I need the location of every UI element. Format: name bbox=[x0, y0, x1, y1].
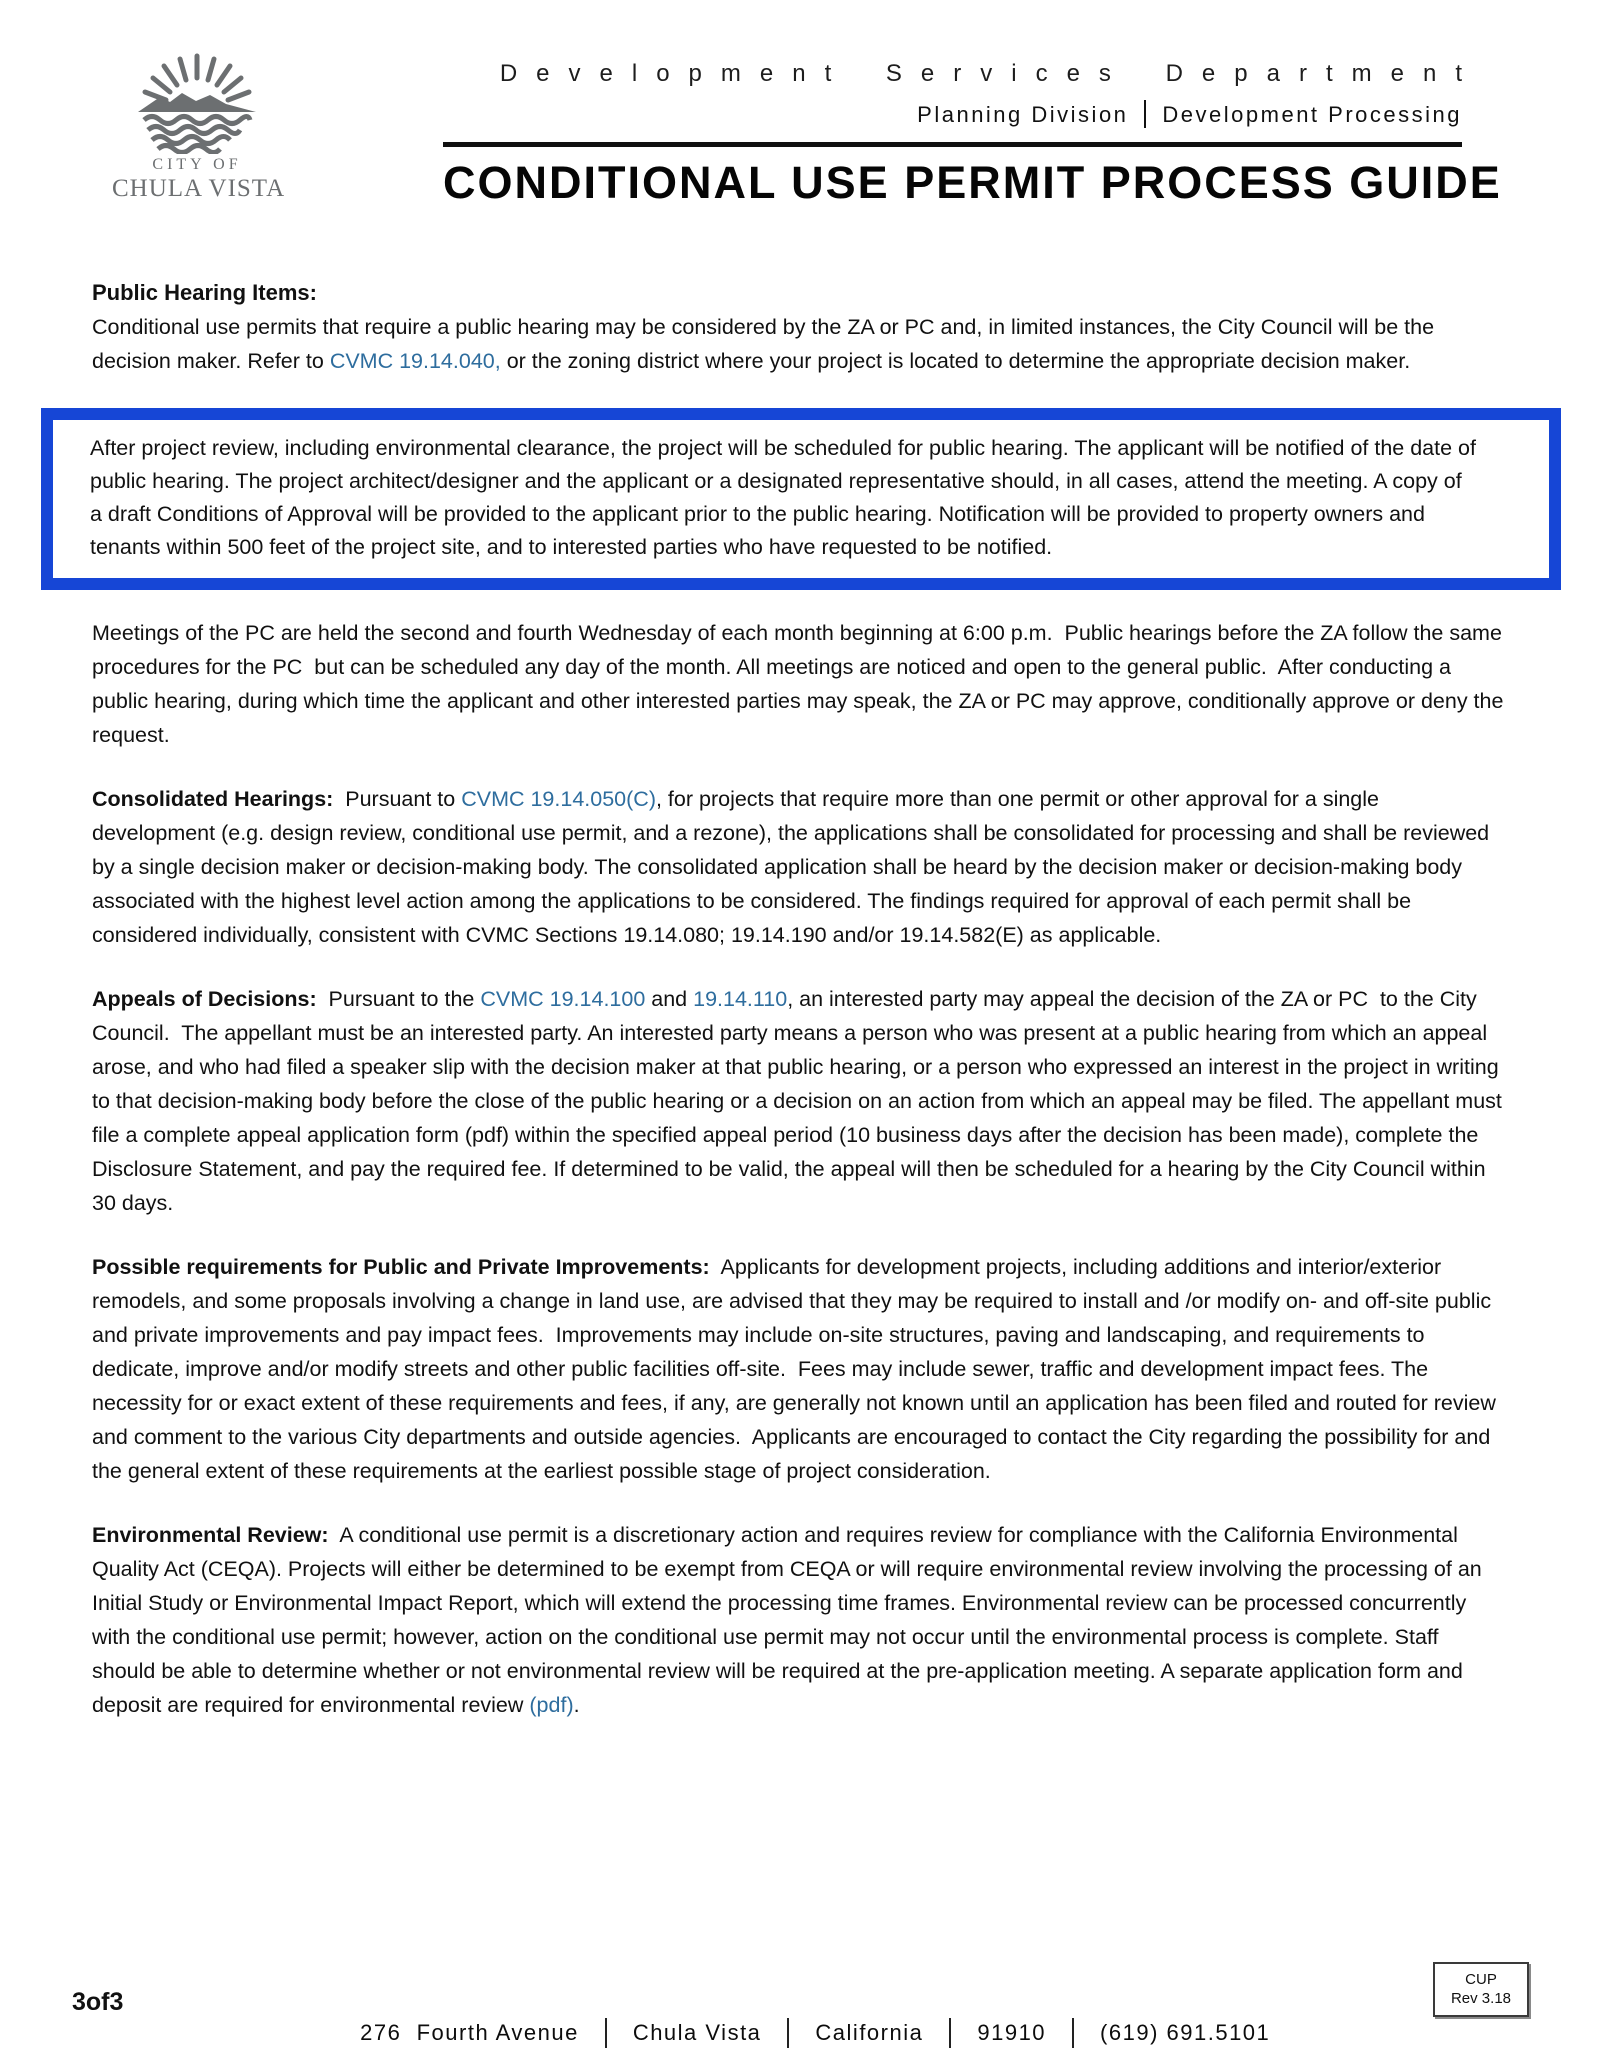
chula-vista-logo bbox=[112, 50, 286, 203]
paragraph-text: Pursuant to bbox=[333, 787, 462, 811]
stamp-revision: Rev 3.18 bbox=[1450, 1990, 1512, 2007]
paragraph-text: After project review, including environmental clearance, the project will be scheduled for public hearing. The applicant will be notified of the date of public hearing. The project architect/designer and the applicant or a designated representative should, in all cases, attend the meeting. A copy of a draft Conditions of Approval will be provided to the applicant prior to the public hearing. Notification will be provided to property owners and tenants within 500 feet of the project site, and to interested parties who have requested to be notified. bbox=[90, 436, 1482, 559]
footer-divider bbox=[1072, 2018, 1074, 2048]
footer-address bbox=[0, 1992, 1600, 2071]
footer-zip: 91910 bbox=[977, 2020, 1047, 2045]
paragraph-lead-in: Consolidated Hearings: bbox=[92, 787, 334, 811]
paragraph-text: and bbox=[645, 987, 694, 1011]
highlighted-callout bbox=[41, 408, 1561, 590]
section-heading: Public Hearing Items: bbox=[92, 280, 317, 305]
paragraph-text: , an interested party may appeal the decision of the ZA or PC to the City Council. The appellant must be an interested party. An interested party means a person who was present at a public hearing from which an appeal arose, and who had filed a speaker slip with the decision maker at that public hearing, or a person who expressed an interest in the project in writing to that decision-making body before the close of the public hearing or a decision on an action from which an appeal may be filed. The appellant must file a complete appeal application form (pdf) within the specified appeal period (10 business days after the decision has been made), complete the Disclosure Statement, and pay the required fee. If determined to be valid, the appeal will then be scheduled for a hearing by the City Council within 30 days. bbox=[92, 987, 1508, 1215]
masthead bbox=[443, 60, 1502, 209]
cvmc-code-link[interactable]: CVMC 19.14.100 bbox=[480, 987, 646, 1011]
cvmc-code-link[interactable]: CVMC 19.14.050(C) bbox=[461, 787, 656, 811]
page-number: 3of3 bbox=[72, 1988, 124, 2016]
paragraph-lead-in: Environmental Review: bbox=[92, 1523, 329, 1547]
paragraph-text: Meetings of the PC are held the second and fourth Wednesday of each month beginning at 6:00 p.m. Public hearings before the ZA follow the same procedures for the PC but can be scheduled any day of the month. All meetings are noticed and open to the general public. After conducting a public hearing, during which time the applicant and other interested parties may speak, the ZA or PC may approve, conditionally approve or deny the request. bbox=[92, 621, 1510, 747]
paragraph-lead-in: Appeals of Decisions: bbox=[92, 987, 317, 1011]
divider-bar bbox=[1144, 100, 1146, 128]
paragraph-text: Applicants for development projects, including additions and interior/exterior remodels, and some proposals involving a change in land use, are advised that they may be required to install and /or modify on- and off-site public and private improvements and pay impact fees. Improvements may include on-site structures, paving and landscaping, and requirements to dedicate, improve and/or modify streets and other public facilities off-site. Fees may include sewer, traffic and development impact fees. The necessity for or exact extent of these requirements and fees, if any, are generally not known until an application has been filed and routed for review and comment to the various City departments and outside agencies. Applicants are encouraged to contact the City regarding the possibility for and the general extent of these requirements at the earliest possible stage of project consideration. bbox=[92, 1255, 1502, 1483]
paragraph-text: or the zoning district where your project is located to determine the appropriate decision maker. bbox=[500, 349, 1411, 373]
paragraph bbox=[92, 782, 1506, 952]
cvmc-code-link[interactable]: (pdf) bbox=[529, 1693, 574, 1717]
revision-stamp bbox=[1433, 1962, 1529, 2017]
paragraph-text: Pursuant to the bbox=[316, 987, 481, 1011]
division-line bbox=[443, 100, 1462, 128]
department-name: Development Services Department bbox=[499, 60, 1481, 87]
logo-city-of: CITY OF bbox=[152, 156, 242, 173]
division-label: Planning Division bbox=[917, 102, 1129, 127]
sun-over-water-icon bbox=[112, 50, 282, 154]
masthead-rule bbox=[443, 142, 1462, 147]
footer-city: Chula Vista bbox=[632, 2020, 762, 2045]
footer-state: California bbox=[815, 2020, 924, 2045]
paragraph-text: Conditional use permits that require a public hearing may be considered by the ZA or PC and, in limited instances, the City Council will be the decision maker. Refer to bbox=[92, 315, 1441, 373]
footer-divider bbox=[949, 2018, 951, 2048]
processing-label: Development Processing bbox=[1162, 102, 1462, 127]
page-title: CONDITIONAL USE PERMIT PROCESS GUIDE bbox=[443, 157, 1502, 208]
stamp-doc-code: CUP bbox=[1465, 1971, 1497, 1988]
cvmc-code-link[interactable]: CVMC 19.14.040, bbox=[329, 349, 501, 373]
logo-city-name: CHULA VISTA bbox=[112, 175, 286, 202]
paragraph bbox=[92, 1518, 1506, 1722]
cvmc-code-link[interactable]: 19.14.110 bbox=[693, 987, 788, 1011]
paragraph bbox=[92, 1250, 1506, 1488]
paragraph-lead-in: Possible requirements for Public and Private Improvements: bbox=[92, 1255, 710, 1279]
paragraph bbox=[92, 982, 1506, 1220]
paragraph-text: A conditional use permit is a discretionary action and requires review for compliance with the California Environmental Quality Act (CEQA). Projects will either be determined to be exempt from CEQA or will require environmental review involving the processing of an Initial Study or Environmental Impact Report, which will extend the processing time frames. Environmental review can be processed concurrently with the conditional use permit; however, action on the conditional use permit may not occur until the environmental process is complete. Staff should be able to determine whether or not environmental review will be required at the pre-application meeting. A separate application form and deposit are required for environmental review bbox=[92, 1523, 1488, 1717]
paragraph-text: , for projects that require more than one permit or other approval for a single development (e.g. design review, conditional use permit, and a rezone), the applications shall be consolidated for processing and shall be reviewed by a single decision maker or decision-making body. The consolidated application shall be heard by the decision maker or decision-making body associated with the highest level action among the applications to be considered. The findings required for approval of each permit shall be considered individually, consistent with CVMC Sections 19.14.080; 19.14.190 and/or 19.14.582(E) as applicable. bbox=[92, 787, 1496, 947]
paragraph-text: . bbox=[573, 1693, 580, 1717]
paragraph bbox=[92, 310, 1506, 378]
footer-divider bbox=[605, 2018, 607, 2048]
footer-street: 276 Fourth Avenue bbox=[360, 2020, 579, 2045]
footer-phone: (619) 691.5101 bbox=[1100, 2020, 1271, 2045]
footer-divider bbox=[787, 2018, 789, 2048]
paragraph bbox=[92, 616, 1510, 752]
document-body bbox=[90, 276, 1510, 1752]
